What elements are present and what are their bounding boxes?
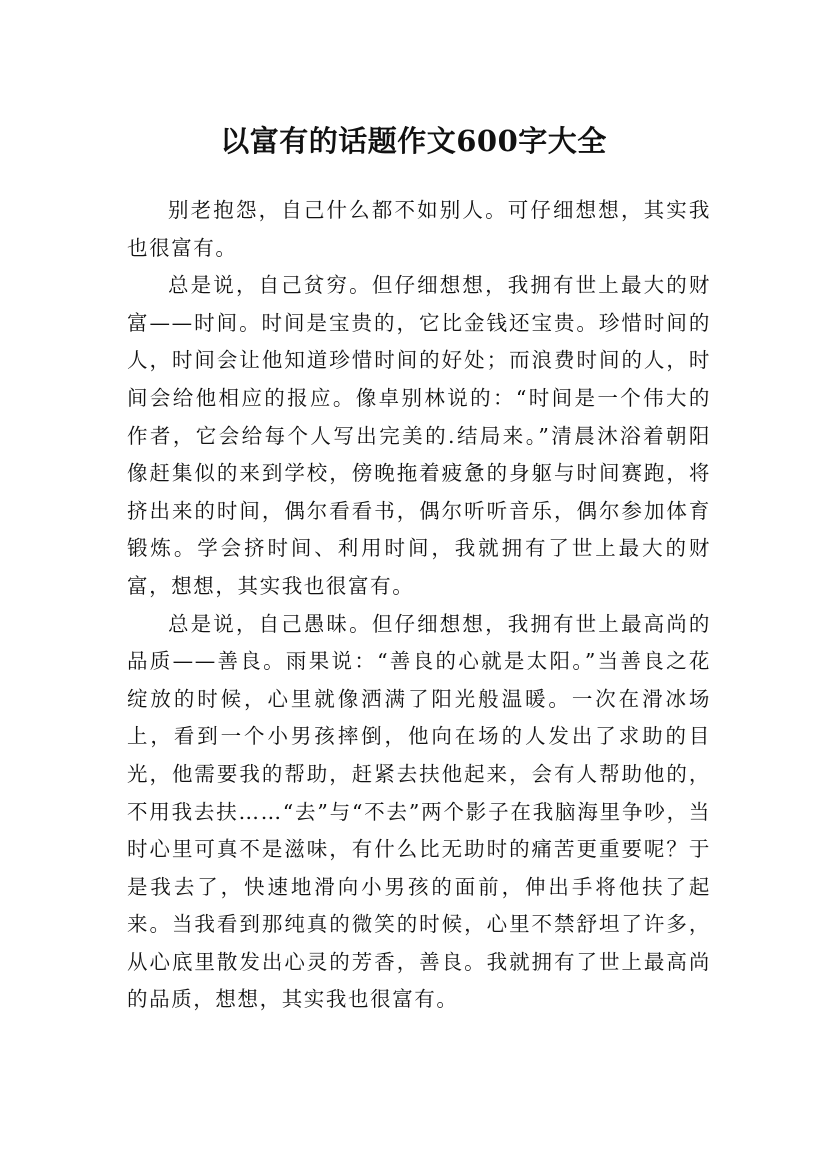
paragraph-intro: 别老抱怨，自己什么都不如别人。可仔细想想，其实我也很富有。 — [127, 198, 711, 260]
document-body — [127, 192, 711, 1019]
paragraph-kindness: 总是说，自己愚昧。但仔细想想，我拥有世上最高尚的品质——善良。雨果说：“善良的心就是太阳。”当善良之花绽放的时候，心里就像洒满了阳光般温暖。一次在滑冰场上，看到一个小男孩摔倒，他向在场的人发出了求助的目光，他需要我的帮助，赶紧去扶他起来，会有人帮助他的，不用我去扶……“去”与“不去”两个影子在我脑海里争吵，当时心里可真不是滋味，有什么比无助时的痛苦更重要呢？于是我去了，快速地滑向小男孩的面前，伸出手将他扶了起来。当我看到那纯真的微笑的时候，心里不禁舒坦了许多，从心底里散发出心灵的芳香，善良。我就拥有了世上最高尚的品质，想想，其实我也很富有。 — [127, 611, 711, 1012]
document-title: 以富有的话题作文600字大全 — [220, 124, 607, 159]
paragraph-time: 总是说，自己贫穷。但仔细想想，我拥有世上最大的财富——时间。时间是宝贵的，它比金钱还宝贵。珍惜时间的人，时间会让他知道珍惜时间的好处；而浪费时间的人，时间会给他相应的报应。像卓别林说的：“时间是一个伟大的作者，它会给每个人写出完美的.结局来。”清晨沐浴着朝阳像赶集似的来到学校，傍晚拖着疲惫的身躯与时间赛跑，将挤出来的时间，偶尔看看书，偶尔听听音乐，偶尔参加体育锻炼。学会挤时间、利用时间，我就拥有了世上最大的财富，想想，其实我也很富有。 — [127, 273, 711, 598]
